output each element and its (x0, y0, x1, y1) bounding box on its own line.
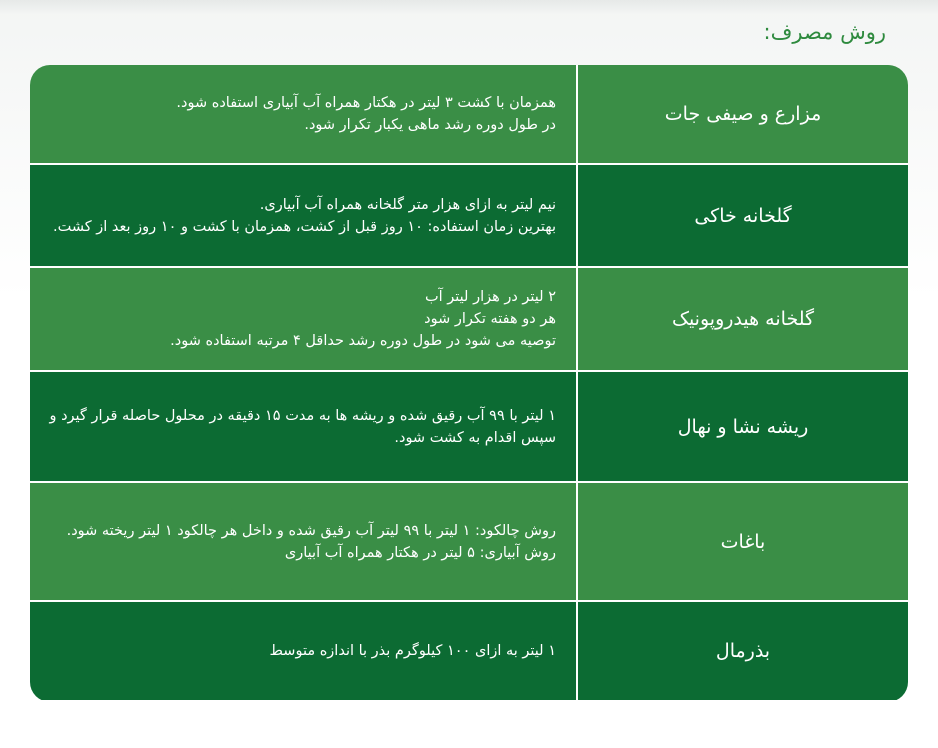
description-line: همزمان با کشت ۳ لیتر در هکتار همراه آب آبیاری استفاده شود. (176, 95, 556, 111)
description-line: ۱ لیتر به ازای ۱۰۰ کیلوگرم بذر با اندازه متوسط (269, 643, 556, 659)
table-row-3-category: گلخانه هیدروپونیک (578, 268, 908, 370)
table-row-2-category: گلخانه خاکی (578, 165, 908, 266)
description-line: روش چالکود: ۱ لیتر با ۹۹ لیتر آب رقیق شده و داخل هر چالکود ۱ لیتر ریخته شود. (66, 522, 556, 539)
table-row-4-description (30, 372, 576, 481)
description-line: بهترین زمان استفاده: ۱۰ روز قبل از کشت، همزمان با کشت و ۱۰ روز بعد از کشت. (52, 218, 556, 235)
page-heading: روش مصرف: (763, 20, 886, 44)
description-line: توصیه می شود در طول دوره رشد حداقل ۴ مرتبه استفاده شود. (170, 333, 556, 349)
table-row-1-category: مزارع و صیفی جات (578, 65, 908, 163)
description-line: روش آبیاری: ۵ لیتر در هکتار همراه آب آبیاری (284, 544, 556, 561)
table-row-5-category: باغات (578, 483, 908, 600)
description-line: ۲ لیتر در هزار لیتر آب (425, 289, 556, 305)
table-row-6-category: بذرمال (578, 602, 908, 700)
usage-table (30, 65, 908, 702)
table-row-2-description (30, 165, 576, 266)
table-row-6-description (30, 602, 576, 700)
top-shade (0, 0, 938, 14)
table-row-3-description (30, 268, 576, 370)
description-line: ۱ لیتر با ۹۹ آب رقیق شده و ریشه ها به مدت ۱۵ دقیقه در محلول حاصله قرار گیرد و سپس اقدام به کشت شود. (49, 407, 556, 446)
description-line: هر دو هفته تکرار شود (424, 311, 556, 327)
table-row-1-description (30, 65, 576, 163)
description-line: نیم لیتر به ازای هزار متر گلخانه همراه آب آبیاری. (259, 196, 556, 213)
description-line: در طول دوره رشد ماهی یکبار تکرار شود. (304, 117, 556, 133)
table-row-5-description (30, 483, 576, 600)
table-row-4-category: ریشه نشا و نهال (578, 372, 908, 481)
